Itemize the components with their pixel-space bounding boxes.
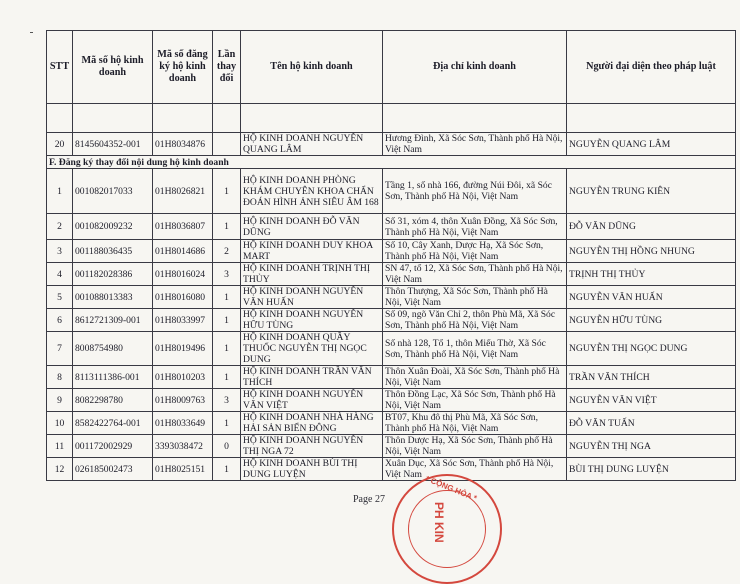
stamp-center-text: PH KIN — [432, 502, 446, 543]
cell-tax-code: 026185002473 — [73, 458, 153, 481]
cell-tax-code: 001172002929 — [73, 435, 153, 458]
cell-business-name: HỘ KINH DOANH TRỊNH THỊ THỦY — [241, 263, 383, 286]
cell-business-name: HỘ KINH DOANH NGUYỄN QUANG LÂM — [241, 133, 383, 156]
table-row — [47, 332, 736, 366]
cell-business-address: Thôn Dược Hạ, Xã Sóc Sơn, Thành phố Hà Nội, Việt Nam — [383, 435, 567, 458]
table-row — [47, 133, 736, 156]
cell-registration-code: 3393038472 — [153, 435, 213, 458]
cell-registration-code: 01H8033649 — [153, 412, 213, 435]
table-row — [47, 309, 736, 332]
cell-stt: 2 — [47, 214, 73, 240]
cell-legal-representative: NGUYỄN THỊ NGỌC DUNG — [567, 332, 736, 366]
cell-change-count: 1 — [213, 286, 241, 309]
cell-business-address: Tầng 1, số nhà 166, đường Núi Đôi, xã Sóc Sơn, Thành phố Hà Nội, Việt Nam — [383, 169, 567, 214]
cell-change-count: 3 — [213, 263, 241, 286]
cell-legal-representative: NGUYỄN VĂN HUẤN — [567, 286, 736, 309]
cell-registration-code: 01H8014686 — [153, 240, 213, 263]
table-gap-row — [47, 104, 736, 133]
cell-business-address: BT07, Khu đô thị Phù Mã, Xã Sóc Sơn, Thành phố Hà Nội, Việt Nam — [383, 412, 567, 435]
cell-change-count — [213, 133, 241, 156]
cell-business-address: Số 10, Cây Xanh, Dược Hạ, Xã Sóc Sơn, Thành phố Hà Nội, Việt Nam — [383, 240, 567, 263]
cell-tax-code: 001082009232 — [73, 214, 153, 240]
cell-legal-representative: NGUYỄN TRUNG KIÊN — [567, 169, 736, 214]
cell-legal-representative: BÙI THỊ DUNG LUYỆN — [567, 458, 736, 481]
cell-change-count: 3 — [213, 389, 241, 412]
cell-tax-code: 001182028386 — [73, 263, 153, 286]
cell-business-address: Thôn Thượng, Xã Sóc Sơn, Thành phố Hà Nội, Việt Nam — [383, 286, 567, 309]
table-row — [47, 435, 736, 458]
cell-tax-code: 8082298780 — [73, 389, 153, 412]
cell-change-count: 1 — [213, 169, 241, 214]
cell-change-count: 1 — [213, 366, 241, 389]
cell-business-name: HỘ KINH DOANH NHÀ HÀNG HẢI SẢN BIỂN ĐÔNG — [241, 412, 383, 435]
cell-stt: 5 — [47, 286, 73, 309]
cell-business-name: HỘ KINH DOANH TRẦN VĂN THÍCH — [241, 366, 383, 389]
cell-change-count: 1 — [213, 332, 241, 366]
cell-legal-representative: NGUYỄN QUANG LÂM — [567, 133, 736, 156]
cell-change-count: 0 — [213, 435, 241, 458]
cell-stt: 7 — [47, 332, 73, 366]
cell-business-name: HỘ KINH DOANH DUY KHOA MART — [241, 240, 383, 263]
cell-business-address: Xuân Dục, Xã Sóc Sơn, Thành phố Hà Nội, Việt Nam — [383, 458, 567, 481]
cell-registration-code: 01H8036807 — [153, 214, 213, 240]
cell-business-name: HỘ KINH DOANH NGUYỄN VĂN VIỆT — [241, 389, 383, 412]
section-title: F. Đăng ký thay đổi nội dung hộ kinh doanh — [47, 156, 736, 169]
cell-business-name: HỘ KINH DOANH ĐỖ VĂN DŨNG — [241, 214, 383, 240]
cell-stt: 20 — [47, 133, 73, 156]
cell-tax-code: 8008754980 — [73, 332, 153, 366]
cell-business-address: Thôn Xuân Đoài, Xã Sóc Sơn, Thành phố Hà Nội, Việt Nam — [383, 366, 567, 389]
cell-stt: 1 — [47, 169, 73, 214]
header-business-name: Tên hộ kinh doanh — [241, 31, 383, 104]
cell-registration-code: 01H8010203 — [153, 366, 213, 389]
stamp-ring-text: * CỘNG HÒA * — [424, 474, 479, 503]
cell-tax-code: 8113111386-001 — [73, 366, 153, 389]
cell-business-address: Số 31, xóm 4, thôn Xuân Đồng, Xã Sóc Sơn, Thành phố Hà Nội, Việt Nam — [383, 214, 567, 240]
cell-registration-code: 01H8019496 — [153, 332, 213, 366]
cell-tax-code: 8612721309-001 — [73, 309, 153, 332]
cell-business-name: HỘ KINH DOANH NGUYỄN VĂN HUẤN — [241, 286, 383, 309]
page-number: Page 27 — [353, 494, 385, 505]
cell-registration-code: 01H8009763 — [153, 389, 213, 412]
cell-legal-representative: NGUYỄN VĂN VIỆT — [567, 389, 736, 412]
cell-stt: 3 — [47, 240, 73, 263]
table-row — [47, 240, 736, 263]
header-change-count: Lần thay đổi — [213, 31, 241, 104]
header-registration-code: Mã số đăng ký hộ kinh doanh — [153, 31, 213, 104]
cell-business-name: HỘ KINH DOANH NGUYỄN THỊ NGA 72 — [241, 435, 383, 458]
table-row — [47, 286, 736, 309]
cell-change-count: 1 — [213, 458, 241, 481]
header-stt: STT — [47, 31, 73, 104]
table-row — [47, 263, 736, 286]
cell-legal-representative: NGUYỄN THỊ HỒNG NHUNG — [567, 240, 736, 263]
header-tax-code: Mã số hộ kinh doanh — [73, 31, 153, 104]
cell-registration-code: 01H8034876 — [153, 133, 213, 156]
cell-stt: 12 — [47, 458, 73, 481]
section-row — [47, 156, 736, 169]
cell-registration-code: 01H8026821 — [153, 169, 213, 214]
cell-business-name: HỘ KINH DOANH PHÒNG KHÁM CHUYÊN KHOA CHẨN ĐOÁN HÌNH ẢNH SIÊU ÂM 168 — [241, 169, 383, 214]
cell-legal-representative: NGUYỄN THỊ NGA — [567, 435, 736, 458]
cell-business-address: Thôn Đồng Lạc, Xã Sóc Sơn, Thành phố Hà Nội, Việt Nam — [383, 389, 567, 412]
cell-stt: 9 — [47, 389, 73, 412]
cell-stt: 6 — [47, 309, 73, 332]
cell-tax-code: 8145604352-001 — [73, 133, 153, 156]
cell-registration-code: 01H8016024 — [153, 263, 213, 286]
cell-business-name: HỘ KINH DOANH NGUYỄN HỮU TÙNG — [241, 309, 383, 332]
cell-tax-code: 001082017033 — [73, 169, 153, 214]
table-row — [47, 366, 736, 389]
cell-legal-representative: ĐỖ VĂN TUẤN — [567, 412, 736, 435]
cell-business-address: SN 47, tổ 12, Xã Sóc Sơn, Thành phố Hà Nội, Việt Nam — [383, 263, 567, 286]
table-row — [47, 169, 736, 214]
cell-business-address: Số 09, ngõ Văn Chỉ 2, thôn Phù Mã, Xã Sóc Sơn, Thành phố Hà Nội, Việt Nam — [383, 309, 567, 332]
cell-legal-representative: TRẦN VĂN THÍCH — [567, 366, 736, 389]
table-row — [47, 458, 736, 481]
header-business-address: Địa chỉ kinh doanh — [383, 31, 567, 104]
cell-stt: 8 — [47, 366, 73, 389]
table-row — [47, 214, 736, 240]
cell-change-count: 1 — [213, 412, 241, 435]
cell-business-address: Hương Đình, Xã Sóc Sơn, Thành phố Hà Nội, Việt Nam — [383, 133, 567, 156]
table-header-row — [47, 31, 736, 104]
cell-tax-code: 8582422764-001 — [73, 412, 153, 435]
cell-tax-code: 001188036435 — [73, 240, 153, 263]
cell-tax-code: 001088013383 — [73, 286, 153, 309]
business-registry-table — [46, 30, 736, 481]
cell-legal-representative: NGUYỄN HỮU TÙNG — [567, 309, 736, 332]
cell-change-count: 2 — [213, 240, 241, 263]
cell-change-count: 1 — [213, 214, 241, 240]
scan-mark — [30, 32, 33, 33]
cell-business-name: HỘ KINH DOANH QUẦY THUỐC NGUYỄN THỊ NGỌC DUNG — [241, 332, 383, 366]
table-row — [47, 412, 736, 435]
cell-legal-representative: TRỊNH THỊ THỦY — [567, 263, 736, 286]
cell-stt: 11 — [47, 435, 73, 458]
official-stamp — [392, 474, 502, 584]
cell-registration-code: 01H8016080 — [153, 286, 213, 309]
cell-stt: 4 — [47, 263, 73, 286]
table-row — [47, 389, 736, 412]
cell-registration-code: 01H8033997 — [153, 309, 213, 332]
cell-legal-representative: ĐỖ VĂN DŨNG — [567, 214, 736, 240]
cell-stt: 10 — [47, 412, 73, 435]
cell-business-name: HỘ KINH DOANH BÙI THỊ DUNG LUYỆN — [241, 458, 383, 481]
cell-registration-code: 01H8025151 — [153, 458, 213, 481]
header-legal-representative: Người đại diện theo pháp luật — [567, 31, 736, 104]
cell-change-count: 1 — [213, 309, 241, 332]
cell-business-address: Số nhà 128, Tổ 1, thôn Miếu Thờ, Xã Sóc Sơn, Thành phố Hà Nội, Việt Nam — [383, 332, 567, 366]
